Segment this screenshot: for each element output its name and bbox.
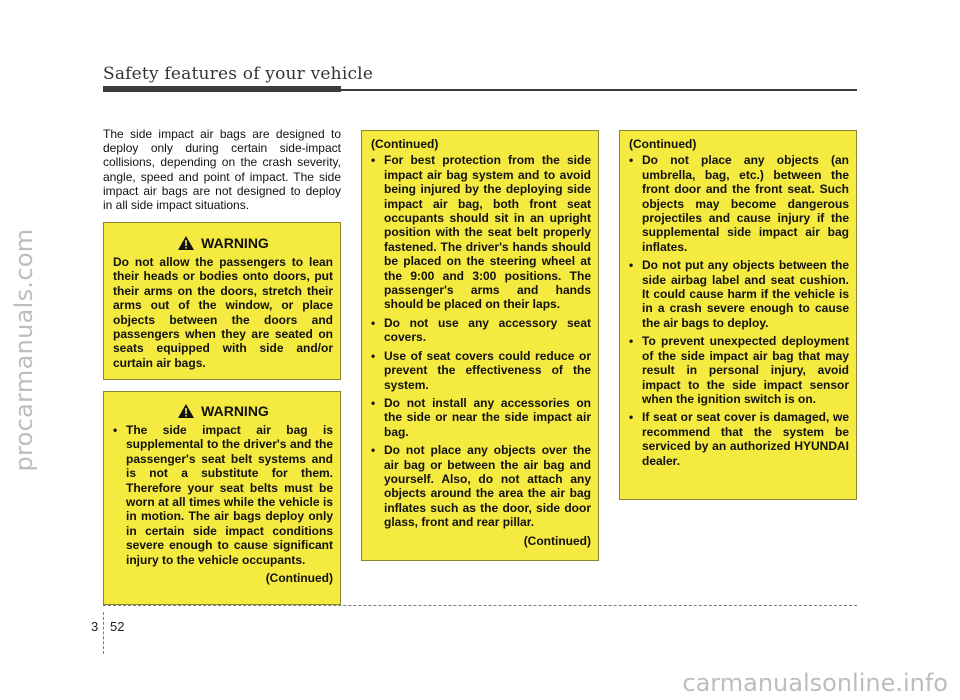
warning-heading <box>113 401 333 421</box>
list-item: • Use of seat covers could reduce or prevent the effectiveness of the system. <box>371 348 591 392</box>
list-item: • Do not put any objects between the side airbag label and seat cushion. It could cause harm if the vehicle is in a crash severe enough to cause the air bags to deploy. <box>629 258 849 330</box>
continued-box-column2 <box>361 130 599 561</box>
warning-heading <box>113 233 333 253</box>
title-rule <box>103 89 857 91</box>
list-item: • Do not use any accessory seat covers. <box>371 315 591 345</box>
list-item: • Do not place any objects (an umbrella, bag, etc.) between the front door and the front seat. Such objects may become dangerous projectiles and cause injury if the supplemental side impact air bag inflates. <box>629 153 849 254</box>
intro-paragraph: The side impact air bags are designed to deploy only during certain side-impact collisions, depending on the crash severity, angle, speed and point of impact. The side impact air bags are not designed to deploy in all side impact situations. <box>103 127 341 213</box>
continued-label: (Continued) <box>265 571 333 586</box>
warning-box-1 <box>103 222 341 380</box>
list-item: • If seat or seat cover is damaged, we recommend that the system be serviced by an authorized HYUNDAI dealer. <box>629 410 849 468</box>
footer-divider <box>103 605 857 606</box>
bottom-watermark: carmanualsonline.info <box>682 669 948 697</box>
list-item: • To prevent unexpected deployment of the side impact air bag that may result in personal injury, avoid impact to the side impact sensor when the ignition switch is on. <box>629 334 849 406</box>
page-number: 52 <box>110 619 125 634</box>
chapter-number: 3 <box>91 619 99 634</box>
list-item: • Do not install any accessories on the side or near the side impact air bag. <box>371 395 591 439</box>
warning-list <box>113 423 333 567</box>
footer-vertical-rule <box>103 612 104 654</box>
continued-label: (Continued) <box>523 533 591 548</box>
page-title: Safety features of your vehicle <box>103 64 374 84</box>
continued-header: (Continued) <box>371 137 439 151</box>
list-item: • Do not place any objects over the air bag or between the air bag and yourself. Also, do not attach any objects around the area the air bag inflates such as the door, side door glass, front and rear pillar. <box>371 443 591 530</box>
list-item: • The side impact air bag is supplemental to the driver's and the passenger's seat belt systems and is not a substitute for them. Therefore your seat belts must be worn at all times while the vehicle is in motion. The air bags deploy only in certain side impact conditions severe enough to cause significant injury to the vehicle occupants. <box>113 423 333 567</box>
warning-triangle-icon <box>177 403 195 419</box>
warning-box-2 <box>103 391 341 605</box>
warning-triangle-icon <box>177 235 195 251</box>
warning-label: WARNING <box>201 402 269 419</box>
continued-header: (Continued) <box>629 137 697 151</box>
warning-body: Do not allow the passengers to lean their heads or bodies onto doors, put their arms on the doors, stretch their arms out of the window, or place objects between the doors and passengers when they are seated on seats equipped with side and/or curtain air bags. <box>113 255 333 370</box>
continued-list <box>629 153 849 468</box>
side-watermark: procarmanuals.com <box>10 228 38 472</box>
continued-list <box>371 153 591 529</box>
list-item: • For best protection from the side impact air bag system and to avoid being injured by the deploying side impact air bag, both front seat occupants should sit in an upright position with the seat belt properly fastened. The driver's hands should be placed on the steering wheel at the 9:00 and 3:00 positions. The passenger's arms and hands should be placed on their laps. <box>371 153 591 312</box>
continued-box-column3 <box>619 130 857 500</box>
warning-label: WARNING <box>201 234 269 251</box>
